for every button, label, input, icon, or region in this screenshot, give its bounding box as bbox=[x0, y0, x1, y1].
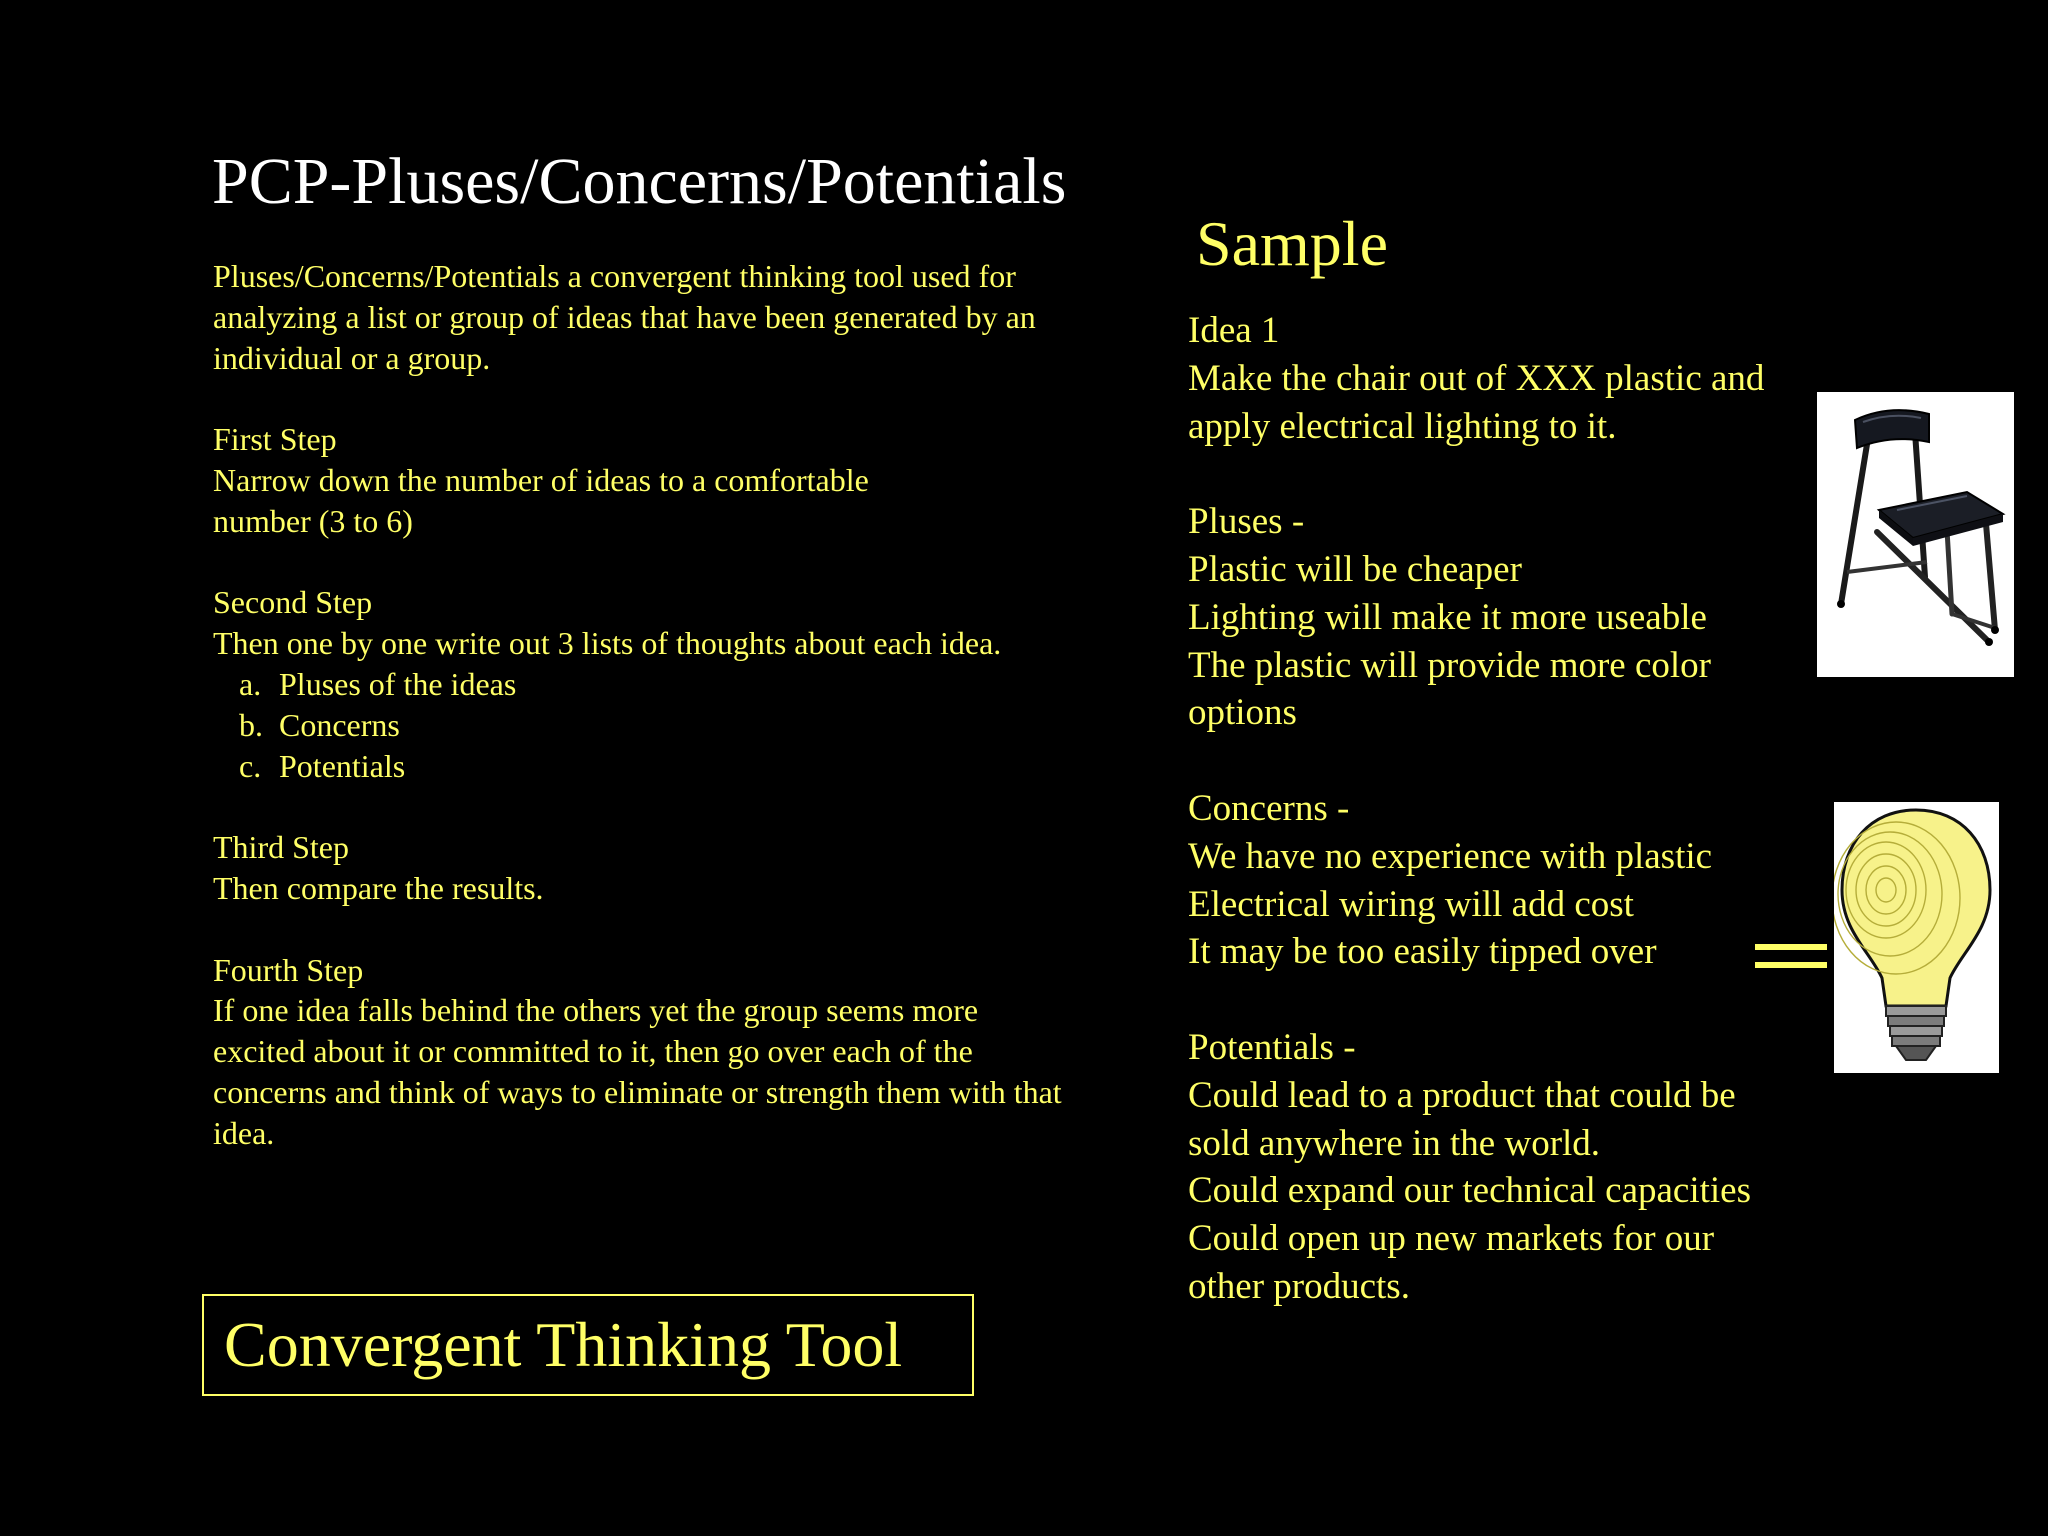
list-item-text: Potentials bbox=[279, 747, 406, 784]
step-line: number (3 to 6) bbox=[213, 502, 413, 539]
list-item-text: Pluses of the ideas bbox=[279, 665, 517, 702]
section-heading: Concerns - bbox=[1188, 787, 1350, 829]
section-heading: Potentials - bbox=[1188, 1026, 1356, 1068]
section-line: The plastic will provide more color bbox=[1188, 644, 1711, 686]
spacer bbox=[213, 378, 1143, 419]
step-line: concerns and think of ways to eliminate or strength them with that bbox=[213, 1073, 1062, 1110]
spacer bbox=[213, 786, 1143, 827]
section-line: Make the chair out of XXX plastic and bbox=[1188, 357, 1765, 399]
idea-section bbox=[1188, 307, 1828, 450]
step-heading: Fourth Step bbox=[213, 951, 364, 988]
section-line: Lighting will make it more useable bbox=[1188, 596, 1707, 638]
section-line: Plastic will be cheaper bbox=[1188, 548, 1522, 590]
spacer bbox=[213, 542, 1143, 583]
list-item bbox=[213, 705, 1143, 746]
spacer bbox=[1188, 737, 1828, 785]
section-line: other products. bbox=[1188, 1265, 1410, 1307]
section-heading: Pluses - bbox=[1188, 501, 1305, 543]
step-second bbox=[213, 582, 1143, 786]
step-line: If one idea falls behind the others yet the group seems more bbox=[213, 992, 979, 1029]
step-heading: Second Step bbox=[213, 584, 373, 621]
step-fourth bbox=[213, 950, 1143, 1154]
step-heading: First Step bbox=[213, 421, 337, 458]
section-line: apply electrical lighting to it. bbox=[1188, 405, 1617, 447]
list-item bbox=[213, 664, 1143, 705]
step-heading: Third Step bbox=[213, 829, 349, 866]
folding-chair-icon bbox=[1817, 392, 2014, 677]
step-first bbox=[213, 419, 1143, 541]
potentials-section bbox=[1188, 1024, 1828, 1311]
intro-paragraph bbox=[213, 256, 1143, 378]
light-bulb-icon bbox=[1834, 802, 1999, 1073]
intro-line: analyzing a list or group of ideas that have been generated by an bbox=[213, 298, 1036, 335]
list-item-text: Concerns bbox=[279, 706, 400, 743]
sample-body bbox=[1188, 307, 1828, 1311]
pluses-section bbox=[1188, 498, 1828, 737]
step-line: Then compare the results. bbox=[213, 869, 544, 906]
footer-label-box bbox=[202, 1294, 974, 1396]
section-line: Could lead to a product that could be bbox=[1188, 1074, 1736, 1116]
section-line: We have no experience with plastic bbox=[1188, 835, 1713, 877]
concerns-section bbox=[1188, 785, 1828, 976]
intro-line: Pluses/Concerns/Potentials a convergent thinking tool used for bbox=[213, 258, 1016, 294]
step-line: excited about it or committed to it, then go over each of the bbox=[213, 1033, 973, 1070]
list-marker: c. bbox=[239, 747, 262, 784]
list-marker: a. bbox=[239, 665, 262, 702]
step-list bbox=[213, 664, 1143, 786]
section-line: sold anywhere in the world. bbox=[1188, 1122, 1601, 1164]
section-line: Could open up new markets for our bbox=[1188, 1218, 1715, 1260]
section-heading: Idea 1 bbox=[1188, 310, 1280, 351]
spacer bbox=[1188, 976, 1828, 1024]
step-line: Narrow down the number of ideas to a comfortable bbox=[213, 461, 869, 498]
spacer bbox=[1188, 450, 1828, 498]
sample-title: Sample bbox=[1196, 208, 1388, 279]
section-line: Electrical wiring will add cost bbox=[1188, 883, 1634, 925]
section-line: Could expand our technical capacities bbox=[1188, 1170, 1752, 1212]
footer-label: Convergent Thinking Tool bbox=[224, 1309, 903, 1380]
intro-line: individual or a group. bbox=[213, 339, 491, 376]
page-title: PCP-Pluses/Concerns/Potentials bbox=[212, 145, 1067, 218]
equals-sign-icon bbox=[1753, 940, 1829, 974]
step-line: idea. bbox=[213, 1114, 275, 1151]
step-third bbox=[213, 827, 1143, 909]
left-description bbox=[213, 256, 1143, 1154]
list-item bbox=[213, 746, 1143, 787]
section-line: It may be too easily tipped over bbox=[1188, 931, 1657, 973]
step-line: Then one by one write out 3 lists of thoughts about each idea. bbox=[213, 625, 1002, 662]
list-marker: b. bbox=[239, 706, 263, 743]
spacer bbox=[213, 909, 1143, 950]
section-line: options bbox=[1188, 692, 1297, 734]
